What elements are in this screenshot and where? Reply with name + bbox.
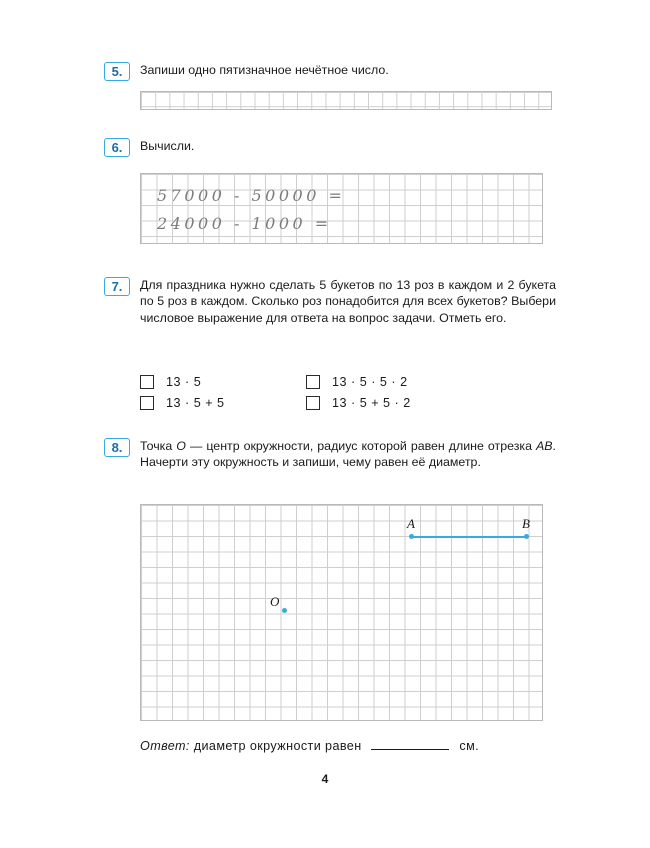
checkbox-icon[interactable] xyxy=(306,396,320,410)
task-8-text-p1: Точка xyxy=(140,439,177,453)
task-8-point-o: O xyxy=(176,439,186,453)
option-row-1 xyxy=(140,375,560,389)
task-5-text: Запиши одно пятизначное нечётное число. xyxy=(140,63,389,77)
task-8-text-p3: . Начерти эту окружность и запиши, чему равен её диаметр. xyxy=(140,439,556,470)
task-6-number: 6. xyxy=(104,138,130,157)
task-8-figure-grid[interactable] xyxy=(140,504,543,721)
task-6-work-grid[interactable] xyxy=(140,173,543,244)
checkbox-icon[interactable] xyxy=(140,375,154,389)
point-a-label: A xyxy=(407,516,415,531)
answer-text: диаметр окружности равен xyxy=(193,739,362,753)
task-8-text-p2: — центр окружности, радиус которой равен длине отрезка xyxy=(185,439,537,453)
option-2[interactable] xyxy=(306,375,408,389)
task-5-number: 5. xyxy=(104,62,130,81)
task-6-line-2: 24000 - 1000 = xyxy=(157,214,332,233)
option-1-label: 13 · 5 xyxy=(166,375,202,389)
task-6-text: Вычисли. xyxy=(140,139,195,153)
answer-unit: см. xyxy=(459,739,480,753)
option-4-label: 13 · 5 + 5 · 2 xyxy=(332,396,411,410)
task-7-options xyxy=(140,375,560,417)
option-4[interactable] xyxy=(306,396,411,410)
task-5 xyxy=(104,62,556,78)
segment-ab xyxy=(411,536,527,538)
task-6 xyxy=(104,138,556,154)
point-o-dot xyxy=(282,608,287,613)
task-7-text: Для праздника нужно сделать 5 букетов по 13 роз в каждом и 2 букета по 5 роз в каждом. Сколько роз понадобится для всех букетов? Выбери числовое выражение для ответа на вопрос задачи. Отметь его. xyxy=(140,278,556,325)
task-8-number: 8. xyxy=(104,438,130,457)
point-b-label: B xyxy=(522,516,530,531)
page-number: 4 xyxy=(321,772,329,786)
answer-blank[interactable] xyxy=(371,737,449,750)
task-8-segment-ab: AB xyxy=(536,439,553,453)
point-o-label: O xyxy=(270,594,280,609)
point-b-dot xyxy=(524,534,529,539)
answer-label: Ответ: xyxy=(140,739,190,753)
task-6-line-1: 57000 - 50000 = xyxy=(157,186,346,205)
task-7-number: 7. xyxy=(104,277,130,296)
point-a-dot xyxy=(409,534,414,539)
option-2-label: 13 · 5 · 5 · 2 xyxy=(332,375,408,389)
option-row-2 xyxy=(140,396,560,410)
task-7 xyxy=(104,277,556,326)
task-8-text xyxy=(140,438,556,471)
option-3[interactable] xyxy=(140,396,306,410)
task-5-answer-grid[interactable] xyxy=(140,91,552,110)
checkbox-icon[interactable] xyxy=(306,375,320,389)
option-1[interactable] xyxy=(140,375,306,389)
checkbox-icon[interactable] xyxy=(140,396,154,410)
task-8 xyxy=(104,438,556,471)
task-8-answer-line xyxy=(140,737,479,753)
option-3-label: 13 · 5 + 5 xyxy=(166,396,225,410)
